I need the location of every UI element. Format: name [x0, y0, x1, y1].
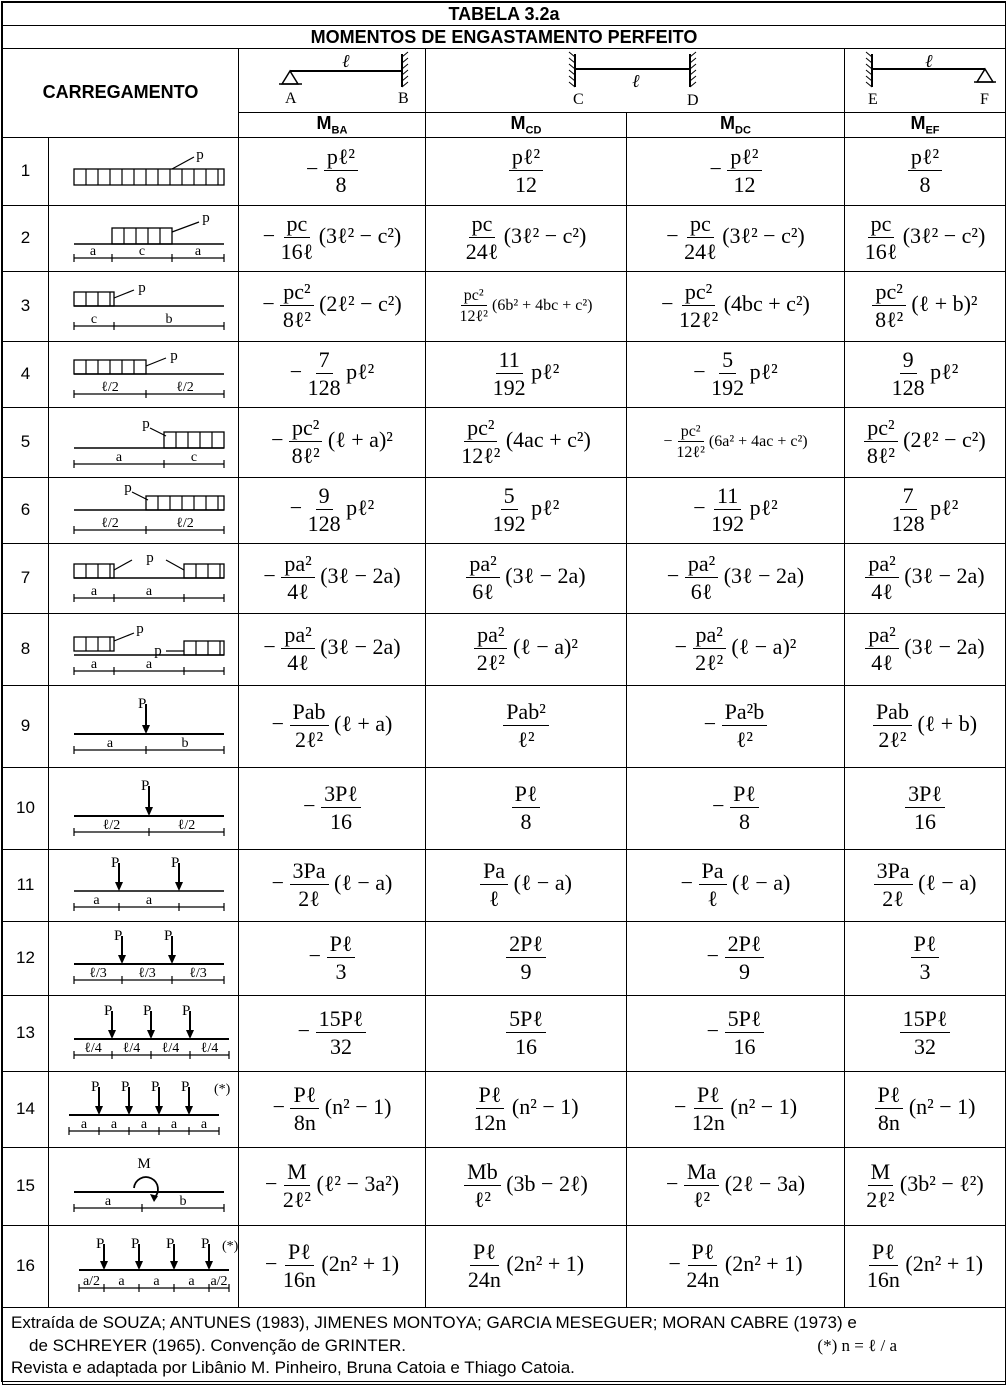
- svg-text:(*): (*): [221, 1238, 238, 1254]
- table-row: [3, 1147, 1006, 1225]
- moment-table-page: [1, 1, 1006, 1382]
- table-row: [3, 137, 1006, 205]
- moment-mcd-cell: [426, 767, 627, 849]
- formula: − $\frac{Pa}{\text{ℓ}}$ (ℓ − a): [680, 857, 791, 912]
- formula: $\frac{9}{128}$ pℓ²: [891, 346, 959, 401]
- load-case-cell: [49, 767, 239, 849]
- load-diagram-7: [54, 546, 234, 606]
- formula: − $\frac{3Pa}{\text{2ℓ}}$ (ℓ − a): [271, 857, 393, 912]
- formula: $\frac{\text{pa²}}{\text{6ℓ}}$ (3ℓ − 2a): [466, 563, 585, 588]
- formula: − $\frac{9}{128}$ pℓ²: [289, 482, 375, 537]
- row-number: 1: [3, 137, 49, 205]
- formula: $\frac{\text{Pab²}}{\text{ℓ²}}$: [503, 711, 549, 736]
- svg-text:a/2: a/2: [82, 1273, 100, 1289]
- moment-mdc-cell: [627, 477, 845, 543]
- load-diagram-14: [54, 1077, 234, 1137]
- formula: $\frac{\text{pc²}}{\text{12ℓ²}}$ (6b² + 4bc + c²): [459, 286, 593, 326]
- moment-mef-cell: [845, 613, 1006, 685]
- header-mcd: $M_{CD}$: [426, 113, 627, 138]
- moment-mcd-cell: [426, 543, 627, 613]
- moment-mcd-cell: [426, 995, 627, 1071]
- svg-text:a: a: [194, 243, 201, 259]
- load-diagram-11: [54, 853, 234, 913]
- formula: $\frac{\text{Pℓ}}{3}$: [911, 943, 940, 968]
- svg-text:p: p: [169, 347, 178, 364]
- formula: $\frac{\text{pc²}}{\text{8ℓ²}}$ (2ℓ² − c²): [864, 427, 985, 452]
- formula: − $\frac{\text{Pℓ}}{24n}$ (2n² + 1): [668, 1238, 803, 1293]
- formula: − $\frac{\text{Pℓ}}{16n}$ (2n² + 1): [264, 1238, 400, 1293]
- load-case-cell: [49, 1225, 239, 1307]
- row-number: 15: [3, 1147, 49, 1225]
- table-row: [3, 477, 1006, 543]
- table-row: [3, 407, 1006, 477]
- formula: − $\frac{\text{15Pℓ}}{32}$: [298, 1018, 367, 1043]
- table-row: [3, 1225, 1006, 1307]
- formula: $\frac{\text{Pℓ}}{24n}$ (2n² + 1): [467, 1238, 585, 1293]
- svg-text:ℓ/2: ℓ/2: [100, 379, 119, 395]
- formula: $\frac{\text{Pab}}{\text{2ℓ²}}$ (ℓ + b): [873, 711, 977, 736]
- moment-mba-cell: [239, 995, 426, 1071]
- moment-mef-cell: [845, 477, 1006, 543]
- svg-text:P: P: [130, 1235, 139, 1252]
- load-diagram-8: [54, 617, 234, 677]
- moment-mcd-cell: [426, 849, 627, 921]
- load-case-cell: [49, 849, 239, 921]
- load-case-cell: [49, 995, 239, 1071]
- formula: $\frac{\text{3Pℓ}}{16}$: [905, 793, 945, 818]
- load-case-cell: [49, 137, 239, 205]
- load-diagram-15: [54, 1154, 234, 1214]
- moment-mcd-cell: [426, 205, 627, 271]
- svg-text:a: a: [187, 1273, 195, 1289]
- load-case-cell: [49, 921, 239, 995]
- moment-mef-cell: [845, 1225, 1006, 1307]
- svg-text:ℓ/3: ℓ/3: [188, 965, 207, 981]
- load-case-cell: [49, 613, 239, 685]
- formula: − $\frac{pc}{\text{24ℓ}}$ (3ℓ² − c²): [666, 210, 805, 265]
- table-row: [3, 271, 1006, 341]
- formula: $\frac{\text{15Pℓ}}{32}$: [900, 1018, 951, 1043]
- load-case-cell: [49, 1071, 239, 1147]
- node-b-label: B: [398, 90, 409, 107]
- formula: $\frac{\text{Pℓ}}{16n}$ (2n² + 1): [866, 1238, 984, 1293]
- node-d-label: D: [687, 92, 699, 109]
- moment-mcd-cell: [426, 341, 627, 407]
- footer-line-2: de SCHREYER (1965). Convenção de GRINTER.: [29, 1335, 406, 1355]
- svg-text:a: a: [106, 735, 113, 751]
- moment-mef-cell: [845, 849, 1006, 921]
- svg-text:p: p: [123, 479, 132, 496]
- load-diagram-2: [54, 206, 234, 266]
- moment-mba-cell: [239, 849, 426, 921]
- load-case-cell: [49, 685, 239, 767]
- formula: − $\frac{\text{pc²}}{\text{12ℓ²}}$ (4bc + c²): [661, 278, 810, 333]
- svg-text:ℓ/4: ℓ/4: [200, 1040, 218, 1056]
- footer-line-1: Extraída de SOUZA; ANTUNES (1983), JIMENES MONTOYA; GARCIA MESEGUER; MORAN CABRE (1973) e: [11, 1312, 857, 1332]
- row-number: 5: [3, 407, 49, 477]
- beam-ab-diagram: [239, 49, 426, 113]
- moment-mcd-cell: [426, 1225, 627, 1307]
- row-number: 16: [3, 1225, 49, 1307]
- moment-mcd-cell: [426, 1071, 627, 1147]
- row-number: 6: [3, 477, 49, 543]
- formula: $\frac{pc}{\text{16ℓ}}$ (3ℓ² − c²): [864, 210, 986, 265]
- moment-mef-cell: [845, 995, 1006, 1071]
- moment-mdc-cell: [627, 543, 845, 613]
- svg-text:p: p: [135, 620, 144, 637]
- moment-mef-cell: [845, 271, 1006, 341]
- svg-text:a: a: [145, 583, 152, 599]
- formula: − $\frac{\text{Pℓ}}{8n}$ (n² − 1): [272, 1081, 392, 1136]
- moment-mdc-cell: [627, 685, 845, 767]
- moment-mba-cell: [239, 1225, 426, 1307]
- span-label-ab: ℓ: [342, 51, 350, 71]
- formula: − $\frac{\text{pℓ²}}{12}$: [709, 156, 761, 181]
- moment-mba-cell: [239, 271, 426, 341]
- formula: − $\frac{\text{Pab}}{\text{2ℓ²}}$ (ℓ + a): [271, 698, 393, 753]
- moment-mdc-cell: [627, 271, 845, 341]
- formula: − $\frac{\text{pc²}}{\text{8ℓ²}}$ (ℓ + a)²: [271, 414, 393, 469]
- svg-text:P: P: [170, 854, 179, 871]
- header-mef: $M_{EF}$: [845, 113, 1006, 138]
- formula: − $\frac{M}{\text{2ℓ²}}$ (ℓ² − 3a²): [264, 1158, 400, 1213]
- moment-mba-cell: [239, 543, 426, 613]
- svg-text:P: P: [163, 927, 172, 944]
- row-number: 11: [3, 849, 49, 921]
- load-diagram-12: [54, 926, 234, 986]
- svg-text:P: P: [95, 1235, 104, 1252]
- load-diagram-1: [54, 139, 234, 199]
- beam-cd-diagram: [426, 49, 845, 113]
- formula: − $\frac{\text{Pℓ}}{3}$: [309, 943, 356, 968]
- formula: − $\frac{\text{3Pℓ}}{16}$: [303, 793, 361, 818]
- svg-text:P: P: [180, 1078, 189, 1095]
- moment-mef-cell: [845, 685, 1006, 767]
- moment-mdc-cell: [627, 613, 845, 685]
- svg-text:P: P: [140, 777, 149, 794]
- moment-mba-cell: [239, 1147, 426, 1225]
- table-row: [3, 767, 1006, 849]
- svg-text:ℓ/2: ℓ/2: [177, 817, 195, 833]
- formula: $\frac{\text{2Pℓ}}{9}$: [506, 943, 546, 968]
- moment-mef-cell: [845, 921, 1006, 995]
- svg-text:p: p: [141, 415, 150, 432]
- load-diagram-3: [54, 274, 234, 334]
- svg-text:b: b: [181, 735, 188, 751]
- load-diagram-5: [54, 410, 234, 470]
- table-row: [3, 685, 1006, 767]
- svg-text:P: P: [200, 1235, 209, 1252]
- formula: − $\frac{pc}{\text{16ℓ}}$ (3ℓ² − c²): [262, 210, 402, 265]
- row-number: 12: [3, 921, 49, 995]
- formula: $\frac{M}{\text{2ℓ²}}$ (3b² − ℓ²): [866, 1158, 984, 1213]
- moment-mef-cell: [845, 767, 1006, 849]
- moment-mdc-cell: [627, 407, 845, 477]
- moment-mcd-cell: [426, 477, 627, 543]
- svg-text:P: P: [181, 1002, 190, 1019]
- svg-text:ℓ/3: ℓ/3: [88, 965, 107, 981]
- moment-mcd-cell: [426, 613, 627, 685]
- load-case-cell: [49, 477, 239, 543]
- formula: − $\frac{\text{2Pℓ}}{9}$: [707, 943, 765, 968]
- svg-text:b: b: [165, 311, 172, 327]
- row-number: 10: [3, 767, 49, 849]
- moment-mef-cell: [845, 205, 1006, 271]
- svg-text:(*): (*): [213, 1081, 230, 1097]
- svg-text:ℓ/2: ℓ/2: [175, 379, 194, 395]
- svg-text:P: P: [137, 695, 146, 712]
- formula: $\frac{11}{192}$ pℓ²: [492, 346, 560, 401]
- span-label-cd: ℓ: [632, 71, 640, 91]
- row-number: 7: [3, 543, 49, 613]
- formula: − $\frac{7}{128}$ pℓ²: [289, 346, 375, 401]
- table-row: [3, 341, 1006, 407]
- moment-mba-cell: [239, 407, 426, 477]
- moment-mdc-cell: [627, 1071, 845, 1147]
- table-row: [3, 849, 1006, 921]
- node-f-label: F: [980, 91, 989, 108]
- svg-text:p: p: [153, 642, 162, 659]
- moment-mba-cell: [239, 1071, 426, 1147]
- moment-mcd-cell: [426, 685, 627, 767]
- svg-text:ℓ/4: ℓ/4: [161, 1040, 179, 1056]
- load-case-cell: [49, 341, 239, 407]
- formula: − $\frac{\text{pℓ²}}{8}$: [306, 156, 358, 181]
- moment-mdc-cell: [627, 921, 845, 995]
- moment-mba-cell: [239, 613, 426, 685]
- formula: $\frac{pc}{\text{24ℓ}}$ (3ℓ² − c²): [465, 210, 587, 265]
- svg-text:P: P: [103, 1002, 112, 1019]
- svg-text:p: p: [195, 146, 204, 163]
- formula: $\frac{\text{pc²}}{\text{12ℓ²}}$ (4ac + c²): [461, 414, 591, 469]
- formula: − $\frac{\text{Pℓ}}{12n}$ (n² − 1): [673, 1081, 798, 1136]
- formula: − $\frac{Ma}{\text{ℓ²}}$ (2ℓ − 3a): [665, 1158, 806, 1213]
- svg-text:a: a: [140, 1116, 147, 1132]
- load-diagram-4: [54, 342, 234, 402]
- svg-text:a: a: [117, 1273, 125, 1289]
- svg-text:a: a: [104, 1193, 111, 1209]
- formula: $\frac{\text{pℓ²}}{8}$: [908, 156, 942, 181]
- formula: − $\frac{11}{192}$ pℓ²: [693, 482, 778, 537]
- svg-text:b: b: [179, 1193, 186, 1209]
- moment-mdc-cell: [627, 205, 845, 271]
- span-label-ef: ℓ: [925, 51, 933, 71]
- svg-text:c: c: [138, 243, 145, 259]
- moment-mcd-cell: [426, 271, 627, 341]
- moment-mef-cell: [845, 1147, 1006, 1225]
- svg-text:a: a: [110, 1116, 117, 1132]
- svg-text:P: P: [90, 1078, 99, 1095]
- moment-mba-cell: [239, 477, 426, 543]
- table-body: [3, 137, 1006, 1307]
- svg-text:a: a: [170, 1116, 177, 1132]
- formula: − $\frac{\text{pa²}}{\text{4ℓ}}$ (3ℓ − 2a): [263, 550, 401, 605]
- formula: − $\frac{\text{pa²}}{\text{6ℓ}}$ (3ℓ − 2a): [666, 550, 805, 605]
- moment-mcd-cell: [426, 921, 627, 995]
- load-diagram-13: [54, 1001, 234, 1061]
- svg-text:P: P: [165, 1235, 174, 1252]
- load-case-cell: [49, 271, 239, 341]
- table-row: [3, 613, 1006, 685]
- formula: − $\frac{\text{Pℓ}}{8}$: [712, 793, 759, 818]
- svg-text:M: M: [136, 1155, 151, 1172]
- formula: − $\frac{\text{5Pℓ}}{16}$: [707, 1018, 765, 1043]
- beam-ef-diagram: [845, 49, 1006, 113]
- moment-mba-cell: [239, 767, 426, 849]
- svg-text:c: c: [190, 449, 197, 465]
- table-row: [3, 543, 1006, 613]
- table-subtitle: MOMENTOS DE ENGASTAMENTO PERFEITO: [3, 26, 1006, 49]
- svg-text:a: a: [200, 1116, 207, 1132]
- svg-text:a: a: [90, 656, 97, 672]
- svg-text:a: a: [90, 583, 97, 599]
- moment-mcd-cell: [426, 137, 627, 205]
- moment-mdc-cell: [627, 995, 845, 1071]
- moment-mdc-cell: [627, 137, 845, 205]
- node-a-label: A: [285, 90, 297, 107]
- svg-text:ℓ/2: ℓ/2: [175, 515, 194, 531]
- moment-mcd-cell: [426, 1147, 627, 1225]
- moment-mdc-cell: [627, 1225, 845, 1307]
- formula: $\frac{\text{pℓ²}}{12}$: [509, 156, 543, 181]
- row-number: 8: [3, 613, 49, 685]
- row-number: 14: [3, 1071, 49, 1147]
- load-diagram-9: [54, 694, 234, 754]
- formula: $\frac{\text{pa²}}{\text{4ℓ}}$ (3ℓ − 2a): [865, 634, 984, 659]
- formula: $\frac{\text{Pℓ}}{8n}$ (n² − 1): [875, 1094, 976, 1119]
- svg-text:P: P: [120, 1078, 129, 1095]
- svg-text:c: c: [90, 311, 97, 327]
- formula: $\frac{\text{pc²}}{\text{8ℓ²}}$ (ℓ + b)²: [872, 291, 977, 316]
- moment-mdc-cell: [627, 341, 845, 407]
- svg-text:p: p: [145, 549, 154, 566]
- table-footer: [3, 1307, 1006, 1385]
- moment-mba-cell: [239, 341, 426, 407]
- table-title: TABELA 3.2a: [3, 3, 1006, 26]
- moment-mcd-cell: [426, 407, 627, 477]
- svg-text:ℓ/2: ℓ/2: [102, 817, 120, 833]
- moment-mef-cell: [845, 1071, 1006, 1147]
- header-mdc: $M_{DC}$: [627, 113, 845, 138]
- svg-text:a: a: [92, 892, 100, 908]
- svg-text:ℓ/4: ℓ/4: [83, 1040, 102, 1056]
- load-diagram-6: [54, 478, 234, 538]
- formula: − $\frac{\text{pc²}}{\text{12ℓ²}}$ (6a² + 4ac + c²): [663, 422, 808, 462]
- moment-mdc-cell: [627, 849, 845, 921]
- formula: $\frac{5}{192}$ pℓ²: [492, 482, 560, 537]
- svg-text:p: p: [201, 209, 210, 226]
- moment-mef-cell: [845, 137, 1006, 205]
- load-case-cell: [49, 1147, 239, 1225]
- svg-text:P: P: [150, 1078, 159, 1095]
- load-case-cell: [49, 205, 239, 271]
- moment-table: [2, 2, 1006, 1385]
- table-row: [3, 921, 1006, 995]
- load-case-cell: [49, 407, 239, 477]
- svg-text:ℓ/2: ℓ/2: [100, 515, 119, 531]
- load-header: CARREGAMENTO: [3, 49, 239, 138]
- row-number: 4: [3, 341, 49, 407]
- moment-mba-cell: [239, 205, 426, 271]
- formula: − $\frac{\text{Pa²b}}{\text{ℓ²}}$: [704, 711, 768, 736]
- formula: − $\frac{\text{pa²}}{\text{4ℓ}}$ (3ℓ − 2a): [263, 621, 401, 676]
- load-case-cell: [49, 543, 239, 613]
- formula: $\frac{Mb}{\text{ℓ²}}$ (3b − 2ℓ): [464, 1171, 588, 1196]
- svg-text:ℓ/3: ℓ/3: [137, 965, 156, 981]
- table-row: [3, 205, 1006, 271]
- formula: $\frac{\text{Pℓ}}{12n}$ (n² − 1): [473, 1081, 579, 1136]
- moment-mba-cell: [239, 137, 426, 205]
- svg-text:a: a: [152, 1273, 160, 1289]
- load-diagram-16: [54, 1234, 238, 1294]
- formula: $\frac{Pa}{\text{ℓ}}$ (ℓ − a): [480, 870, 572, 895]
- moment-mba-cell: [239, 685, 426, 767]
- footer-note: (*) n = ℓ / a: [817, 1335, 897, 1355]
- formula: − $\frac{\text{pc²}}{\text{8ℓ²}}$ (2ℓ² − c²): [262, 278, 402, 333]
- moment-mef-cell: [845, 341, 1006, 407]
- svg-text:a: a: [80, 1116, 87, 1132]
- load-diagram-10: [54, 776, 234, 836]
- row-number: 13: [3, 995, 49, 1071]
- svg-text:a: a: [145, 892, 152, 908]
- moment-mba-cell: [239, 921, 426, 995]
- row-number: 3: [3, 271, 49, 341]
- moment-mef-cell: [845, 543, 1006, 613]
- row-number: 9: [3, 685, 49, 767]
- formula: − $\frac{\text{pa²}}{\text{2ℓ²}}$ (ℓ − a)²: [674, 621, 797, 676]
- svg-text:a: a: [115, 449, 122, 465]
- table-row: [3, 995, 1006, 1071]
- svg-text:P: P: [110, 854, 119, 871]
- table-row: [3, 1071, 1006, 1147]
- node-e-label: E: [868, 91, 878, 108]
- svg-text:ℓ/4: ℓ/4: [122, 1040, 140, 1056]
- formula: − $\frac{5}{192}$ pℓ²: [693, 346, 778, 401]
- svg-text:a: a: [145, 656, 152, 672]
- footer-line-3: Revista e adaptada por Libânio M. Pinheiro, Bruna Catoia e Thiago Catoia.: [11, 1358, 575, 1378]
- formula: $\frac{\text{Pℓ}}{8}$: [512, 793, 541, 818]
- svg-text:P: P: [142, 1002, 151, 1019]
- svg-text:a: a: [89, 243, 96, 259]
- svg-text:p: p: [137, 279, 146, 296]
- moment-mef-cell: [845, 407, 1006, 477]
- formula: $\frac{3Pa}{\text{2ℓ}}$ (ℓ − a): [874, 870, 977, 895]
- formula: $\frac{\text{pa²}}{\text{2ℓ²}}$ (ℓ − a)²: [474, 634, 578, 659]
- row-number: 2: [3, 205, 49, 271]
- node-c-label: C: [573, 91, 584, 108]
- formula: $\frac{\text{pa²}}{\text{4ℓ}}$ (3ℓ − 2a): [865, 563, 984, 588]
- moment-mdc-cell: [627, 1147, 845, 1225]
- formula: $\frac{7}{128}$ pℓ²: [891, 482, 959, 537]
- svg-text:a/2: a/2: [209, 1273, 228, 1289]
- svg-text:P: P: [113, 927, 122, 944]
- formula: $\frac{\text{5Pℓ}}{16}$: [506, 1018, 546, 1043]
- header-mba: $M_{BA}$: [239, 113, 426, 138]
- moment-mdc-cell: [627, 767, 845, 849]
